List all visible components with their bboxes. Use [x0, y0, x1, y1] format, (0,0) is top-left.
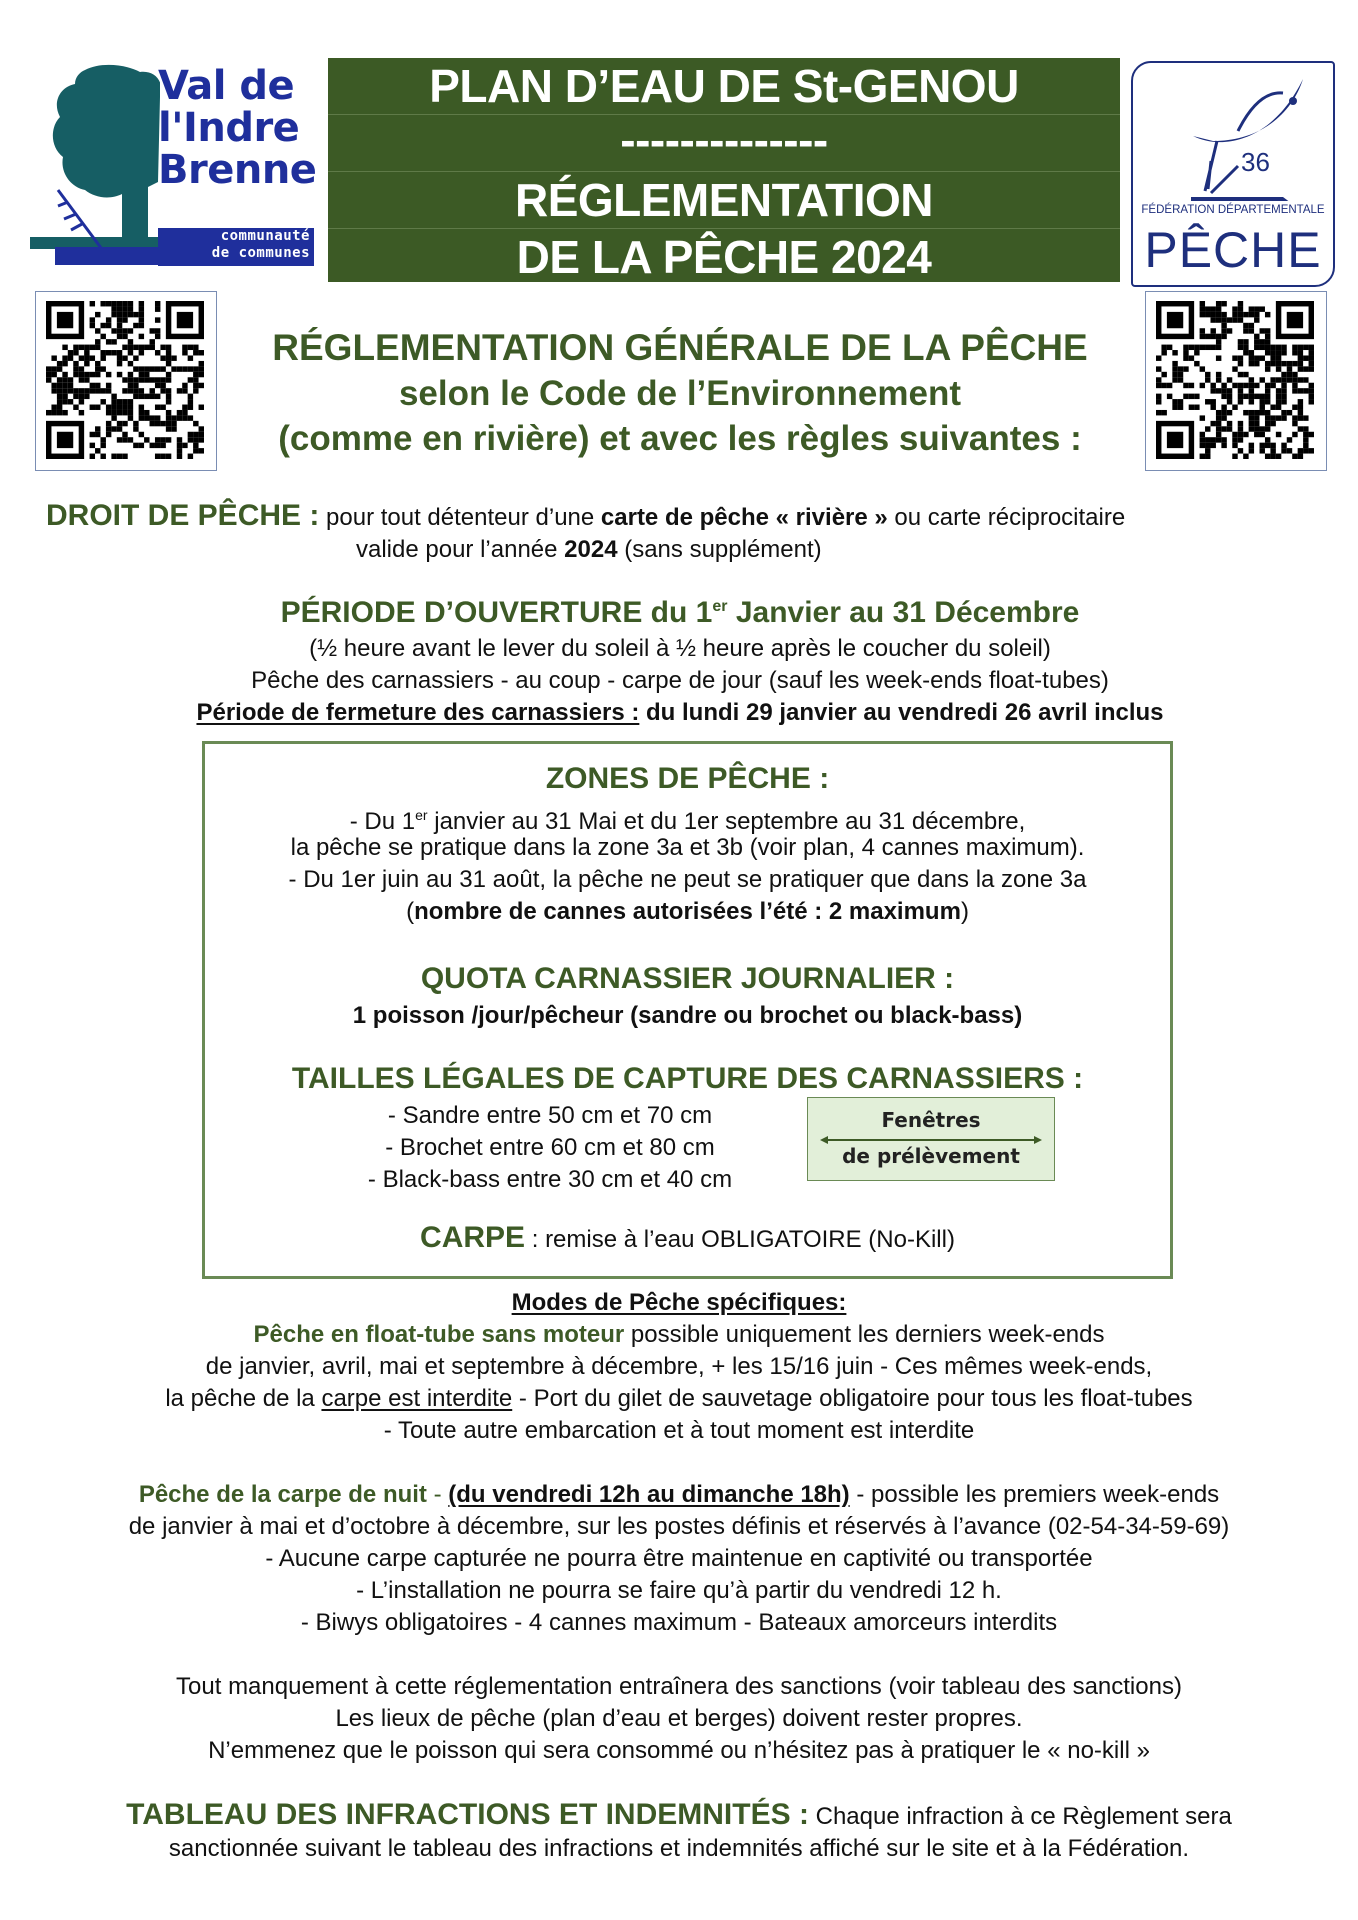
- logo-subtitle-band: [158, 228, 314, 266]
- float-text: possible uniquement les derniers week-ends: [624, 1321, 1105, 1348]
- fish-icon: [1153, 71, 1323, 201]
- nuit-text: - possible les premiers week-ends: [849, 1481, 1220, 1508]
- qr-code-icon: [1155, 301, 1315, 459]
- fermeture-carnassiers: [100, 697, 1260, 728]
- title-line: DE LA PÊCHE 2024: [516, 231, 932, 283]
- ouverture-dates: Janvier au 31 Décembre: [727, 596, 1080, 629]
- carpe-text: : remise à l’eau OBLIGATOIRE (No-Kill): [525, 1226, 955, 1253]
- droit-year: 2024: [564, 536, 618, 563]
- logo-subtitle-line: de communes: [211, 245, 310, 261]
- tableau-text: Chaque infraction à ce Règlement sera: [808, 1803, 1232, 1830]
- zones-sup: er: [415, 807, 428, 823]
- ouverture-dates: du 1: [642, 596, 713, 629]
- modes-nuit-line: de janvier à mai et d’octobre à décembre, sur les postes définis et réservés à l’avance (02-54-34-59-69): [128, 1513, 1230, 1540]
- general-subtitle: (comme en rivière) et avec les règles suivantes :: [278, 419, 1082, 458]
- title-line: PLAN D’EAU DE St-GENOU: [328, 58, 1120, 115]
- tableau-line: [0, 1799, 1358, 1832]
- float-text-underlined: carpe est interdite: [321, 1385, 513, 1412]
- tableau-line2: sanctionnée suivant le tableau des infractions et indemnités affiché sur le site et à la Fédération.: [168, 1835, 1190, 1862]
- zones-text: (: [406, 898, 415, 925]
- taille-item: - Black-bass entre 30 cm et 40 cm: [367, 1166, 733, 1193]
- droit-label: DROIT DE PÊCHE :: [46, 499, 320, 532]
- fermeture-dates: du lundi 29 janvier au vendredi 26 avril inclus: [639, 699, 1164, 726]
- fenetres-prelevement-box: [807, 1097, 1055, 1181]
- logo-text-line: l'Indre: [158, 105, 300, 151]
- quota-title: QUOTA CARNASSIER JOURNALIER :: [420, 962, 955, 995]
- note-line: Les lieux de pêche (plan d’eau et berges) doivent rester propres.: [335, 1705, 1023, 1732]
- droit-de-peche-line2: [356, 534, 1256, 565]
- modes-float-line: [0, 1383, 1358, 1414]
- logo-subtitle-line: communauté: [220, 228, 310, 244]
- float-text: la pêche de la: [165, 1385, 322, 1412]
- title-separator: --------------: [328, 115, 1120, 172]
- zones-line: - Du 1er juin au 31 août, la pêche ne peut se pratiquer que dans la zone 3a: [288, 866, 1087, 893]
- tableau-label: TABLEAU DES INFRACTIONS ET INDEMNITÉS :: [126, 1798, 809, 1831]
- logo-text-line: Val de: [158, 63, 295, 109]
- qr-code-left[interactable]: [35, 291, 217, 471]
- nuit-hours: (du vendredi 12h au dimanche 18h): [448, 1481, 850, 1508]
- qr-code-right[interactable]: [1145, 291, 1327, 471]
- modes-nuit: [0, 1479, 1358, 1510]
- val-de-l-indre-brenne-logo: [30, 62, 317, 270]
- fenetres-label: Fenêtres: [881, 1108, 981, 1132]
- modes-title: Modes de Pêche spécifiques:: [511, 1289, 847, 1316]
- general-subtitle: selon le Code de l’Environnement: [398, 374, 962, 413]
- float-text: - Port du gilet de sauvetage obligatoire pour tous les float-tubes: [512, 1385, 1193, 1412]
- zones-text: ): [960, 898, 969, 925]
- float-label: Pêche en float-tube sans moteur: [253, 1321, 625, 1348]
- modes-nuit-line: - Aucune carpe capturée ne pourra être maintenue en captivité ou transportée: [265, 1545, 1093, 1572]
- zones-text: janvier au 31 Mai et du 1er septembre au 31 décembre,: [427, 808, 1026, 835]
- droit-text: ou carte réciprocitaire: [887, 504, 1126, 531]
- periode-ouverture: [100, 596, 1260, 630]
- nuit-sep: -: [426, 1481, 449, 1508]
- droit-text: (sans supplément): [617, 536, 822, 563]
- title-banner: [328, 58, 1120, 282]
- ouverture-label: PÉRIODE D’OUVERTURE: [280, 596, 643, 629]
- title-line: RÉGLEMENTATION: [328, 172, 1120, 229]
- federation-number: 36: [1241, 147, 1270, 177]
- federation-peche-logo: [1131, 61, 1335, 287]
- tree-icon: [30, 62, 160, 270]
- nuit-label: Pêche de la carpe de nuit: [138, 1481, 427, 1508]
- logo-text-line: Brenne: [158, 147, 317, 193]
- fermeture-label: Période de fermeture des carnassiers :: [196, 699, 640, 726]
- fenetres-label: de prélèvement: [842, 1144, 1020, 1168]
- note-line: Tout manquement à cette réglementation entraînera des sanctions (voir tableau des sanctions): [176, 1673, 1182, 1700]
- zones-line: [205, 896, 1170, 927]
- carpe-line: [205, 1222, 1170, 1255]
- droit-text: pour tout détenteur d’une: [319, 504, 601, 531]
- zones-title: ZONES DE PÊCHE :: [545, 762, 830, 795]
- zones-text-bold: nombre de cannes autorisées l’été : 2 maximum: [414, 898, 961, 925]
- quota-text: 1 poisson /jour/pêcheur (sandre ou brochet ou black-bass): [352, 1002, 1023, 1029]
- ouverture-sup: er: [712, 598, 728, 615]
- zones-line: la pêche se pratique dans la zone 3a et 3b (voir plan, 4 cannes maximum).: [290, 834, 1085, 861]
- taille-item: - Brochet entre 60 cm et 80 cm: [385, 1134, 715, 1161]
- modes-float-line: de janvier, avril, mai et septembre à décembre, + les 15/16 juin - Ces mêmes week-ends,: [205, 1353, 1153, 1380]
- tailles-title: TAILLES LÉGALES DE CAPTURE DES CARNASSIERS :: [291, 1062, 1084, 1095]
- zones-text: - Du 1: [349, 808, 416, 835]
- taille-item: - Sandre entre 50 cm et 70 cm: [387, 1102, 713, 1129]
- federation-subtitle: FÉDÉRATION DÉPARTEMENTALE: [1141, 204, 1325, 216]
- modes-nuit-line: - Biwys obligatoires - 4 cannes maximum - Bateaux amorceurs interdits: [300, 1609, 1058, 1636]
- ouverture-types: Pêche des carnassiers - au coup - carpe de jour (sauf les week-ends float-tubes): [251, 667, 1109, 694]
- note-line: N’emmenez que le poisson qui sera consommé ou n’hésitez pas à pratiquer le « no-kill »: [208, 1737, 1150, 1764]
- modes-nuit-line: - L’installation ne pourra se faire qu’à partir du vendredi 12 h.: [356, 1577, 1002, 1604]
- modes-float: [0, 1319, 1358, 1350]
- carpe-label: CARPE: [420, 1221, 526, 1254]
- general-title: RÉGLEMENTATION GÉNÉRALE DE LA PÊCHE: [272, 327, 1088, 368]
- droit-de-peche: [46, 500, 1346, 533]
- ouverture-hours: (½ heure avant le lever du soleil à ½ heure après le coucher du soleil): [309, 635, 1051, 662]
- droit-text: valide pour l’année: [356, 536, 565, 563]
- federation-name: PÊCHE: [1144, 222, 1322, 278]
- qr-code-icon: [45, 301, 205, 459]
- droit-text-bold: carte de pêche « rivière »: [600, 504, 888, 531]
- modes-float-line: - Toute autre embarcation et à tout moment est interdite: [383, 1417, 975, 1444]
